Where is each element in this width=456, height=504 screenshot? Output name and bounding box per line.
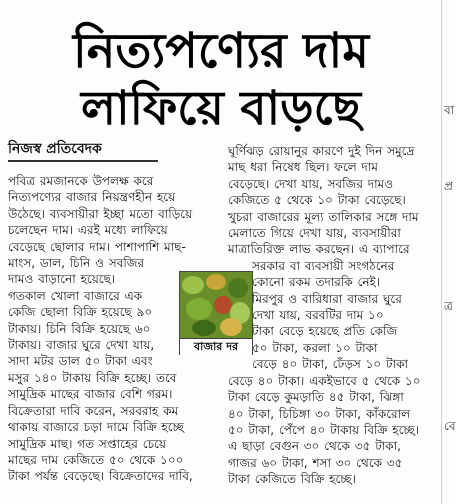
article-line: ৪০ টাকা, চিচিঙ্গা ৩০ টাকা, কাঁকরোল — [228, 406, 411, 421]
article-line: গতকাল খোলা বাজারে এক — [8, 288, 143, 303]
article-line: কোনো রকম তদারকি নেই। — [252, 275, 381, 290]
vegetable-shape — [182, 276, 204, 294]
article-line: উঠেছে। ব্যবসায়ীরা ইচ্ছা মতো বাড়িয়ে — [8, 206, 193, 221]
article-line: মসুর ১৪০ টাকায় বিক্রি হচ্ছে। তবে — [8, 370, 177, 385]
article-line: বেড়ে ৪০ টাকা, ঢেঁড়স ১০ টাকা — [252, 357, 408, 372]
article-line: দেখা যায়, বরবটির দাম ১০ — [252, 308, 384, 323]
article-line: ৫০ টাকা, করলা ১০ টাকা — [252, 340, 378, 355]
byline-underline — [8, 160, 158, 162]
article-line: কেজি ছোলা বিক্রি হয়েছে ৯০ — [8, 305, 153, 320]
article-line: মাত্রাতিরিক্ত লাভ করছেন। এ ব্যাপারে — [228, 242, 410, 257]
article-line: টাকা পর্যন্ত বেড়েছে। বিক্রেতাদের দাবি, — [8, 469, 193, 484]
article-line: ঘূর্ণিঝড় রোয়ানুর কারণে দুই দিন সমুদ্রে — [228, 144, 415, 158]
article-line: টাকা বেড়ে হয়েছে প্রতি কেজি — [252, 324, 398, 339]
article-line: সরকার বা ব্যবসায়ী সংগঠনের — [252, 258, 395, 273]
article-line: মাংস, ডাল, চিনি ও সবজির — [8, 256, 145, 271]
adjacent-column-fragment: প্র — [444, 179, 453, 193]
article-line: মিরপুর ও বারিধারা বাজার ঘুরে — [252, 291, 402, 306]
article-line: মাছের দাম কেজিতে ৫০ থেকে ১০০ — [8, 452, 184, 467]
byline: নিজস্ব প্রতিবেদক — [8, 141, 102, 157]
article-line: খুচরা বাজারের মূল্য তালিকার সঙ্গে দাম — [228, 209, 419, 224]
vegetable-shape — [186, 298, 212, 320]
article-line: টাকায়। চিনি বিক্রি হয়েছে ৬০ — [8, 321, 151, 336]
article-line: বেড়ে ৪০ টাকা। একইভাবে ৫ থেকে ১০ — [228, 373, 421, 388]
adjacent-column-fragment: বে — [444, 419, 456, 433]
article-line: দামও বাড়ানো হয়েছে। — [8, 272, 116, 287]
article-line: টাকা কেজিতে বিক্রি হচ্ছে। — [228, 472, 356, 487]
vegetable-shape — [192, 320, 216, 336]
article-line: টাকায়। বাজার ঘুরে দেখা যায়, — [8, 338, 155, 353]
article-line: কেজিতে ৫ থেকে ১০ টাকা বেড়েছে। — [228, 193, 406, 208]
article-line: বেড়েছে। দেখা যায়, সবজির দামও — [228, 176, 394, 191]
article-line: সামুদ্রিক মাছ। গত সপ্তাহের চেয়ে — [8, 436, 166, 451]
article-line: থাকায় বাজারে চড়া দামে বিক্রি হচ্ছে — [8, 420, 184, 435]
article-line: বেড়েছে ছোলার দাম। পাশাপাশি মাছ- — [8, 239, 186, 254]
headline-line-1: নিত্যপণ্যের দাম — [72, 23, 370, 79]
photo-caption: বাজার দর — [180, 338, 252, 355]
article-line: মেলাতে গিয়ে দেখা যায়, ব্যবসায়ীরা — [228, 226, 401, 241]
adjacent-column-fragment: বা — [444, 103, 455, 117]
article-line: চলেছেন দাম। এরই মধ্যে লাফিয়ে — [8, 223, 168, 238]
article-line: এ ছাড়া বেগুন ৩০ থেকে ৩৫ টাকা, — [228, 439, 401, 454]
article-line: পবিত্র রমজানকে উপলক্ষ করে — [8, 174, 154, 188]
adjacent-column-fragment: ত্র — [444, 299, 453, 313]
article-line: নিত্যপণ্যের বাজার নিয়ন্ত্রণহীন হয়ে — [8, 190, 176, 205]
article-line: টাকা বেড়ে কুমড়াতি ৪৫ টাকা, ঝিঙ্গা — [228, 390, 404, 405]
article-line: সাদা মটর ডাল ৫০ টাকা এবং — [8, 354, 153, 369]
article-line: বিক্রেতারা দাবি করেন, সরবরাহ কম — [8, 403, 179, 418]
headline-line-2: লাফিয়ে বাড়ছে — [80, 81, 362, 136]
vegetable-shape — [206, 274, 226, 290]
article-column-right — [228, 143, 434, 488]
article-line: মাছ ধরা নিষেধ ছিল। ফলে দাম — [228, 160, 378, 175]
article-line: গাজর ৬০ টাকা, শসা ৩০ থেকে ৩৫ — [228, 455, 403, 470]
article-line: সামুদ্রিক মাছের বাজার বেশি গরম। — [8, 387, 173, 402]
adjacent-column-divider — [441, 0, 442, 504]
article-line: ৫০ টাকা, পেঁপে ৪০ টাকায় বিক্রি হচ্ছে। — [228, 422, 420, 437]
